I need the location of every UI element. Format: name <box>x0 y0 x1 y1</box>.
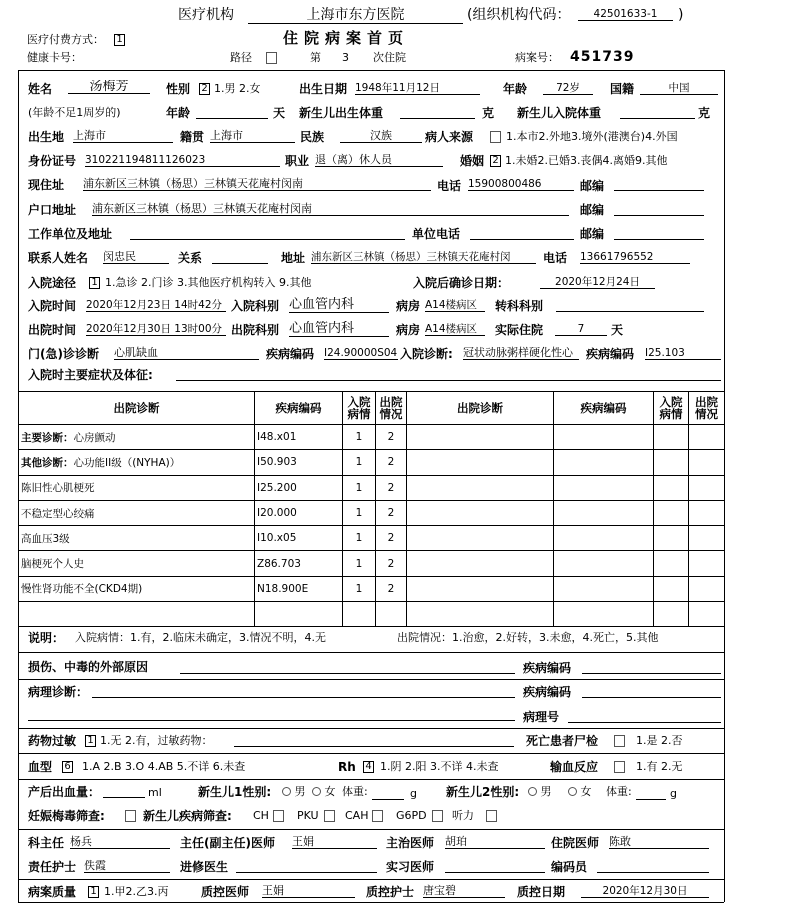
address: 浦东新区三林镇（杨思）三林镇天花庵村闵南 <box>83 177 431 191</box>
contact-addr-label: 地址 <box>281 251 306 265</box>
screen-ch-checkbox[interactable] <box>273 810 284 822</box>
weight-label-2: 体重: <box>606 785 632 798</box>
dx-name: 心房颤动 <box>73 431 116 444</box>
transfer-field <box>556 298 704 312</box>
zip-field-3 <box>614 226 704 240</box>
work-phone-label: 单位电话 <box>412 227 461 241</box>
note-in: 入院病情：1.有，2.临床未确定，3.情况不明，4.无 <box>75 631 326 644</box>
org-label: 医疗机构 <box>178 7 234 23</box>
divider <box>18 829 724 830</box>
org-code-label: (组织机构代码： <box>467 7 571 23</box>
header-in-status: 入院病情 <box>343 392 376 425</box>
screen-g6pd: G6PD <box>396 809 427 822</box>
header-out-status: 出院情况 <box>376 392 407 425</box>
qc-date: 2020年12月30日 <box>581 884 709 898</box>
stay-prefix: 第 <box>310 51 321 64</box>
relation-field <box>212 250 268 264</box>
dx-code: I10.x05 <box>255 526 343 551</box>
autopsy-options: 1.是 2.否 <box>636 734 683 747</box>
diagnosis-table <box>18 391 725 627</box>
symptom-label: 入院时主要症状及体征: <box>28 368 153 382</box>
zip-field <box>614 177 704 191</box>
divider <box>18 879 724 880</box>
dx-in: 1 <box>343 425 376 450</box>
path-dx-field <box>92 684 515 698</box>
dx-out: 2 <box>376 425 407 450</box>
out-time: 2020年12月30日 13时00分 <box>86 322 226 336</box>
path-no-field <box>568 709 721 723</box>
source-checkbox[interactable] <box>490 131 501 143</box>
table-row <box>19 602 725 627</box>
phone-label: 电话 <box>437 179 462 193</box>
dx-out: 2 <box>376 475 407 500</box>
syphilis-label: 妊娠梅毒筛查: <box>28 809 105 823</box>
name-label: 姓名 <box>28 82 53 96</box>
qc-nurse-label: 质控护士 <box>366 885 415 899</box>
qc-doc-label: 质控医师 <box>201 885 250 899</box>
header-code-2: 疾病编码 <box>554 392 654 425</box>
qc-date-label: 质控日期 <box>517 885 566 899</box>
code-label-1: 疾病编码 <box>523 661 572 675</box>
ward-label-2: 病房 <box>396 323 421 337</box>
path-dx-field-2 <box>28 707 515 721</box>
header-in-status-2: 入院病情 <box>654 392 689 425</box>
infant-age-label: 年龄 <box>166 106 191 120</box>
zip-field-2 <box>614 202 704 216</box>
baby2-female-label: 女 <box>580 785 592 798</box>
path-checkbox[interactable] <box>266 52 277 64</box>
allergy-options: 1.无 2.有，过敏药物： <box>100 734 213 747</box>
attending: 胡珀 <box>445 835 545 849</box>
source-label: 病人来源 <box>425 130 474 144</box>
age: 72岁 <box>543 81 593 95</box>
dob: 1948年11月12日 <box>355 81 480 95</box>
patient-name: 汤梅芳 <box>68 80 150 94</box>
health-card-label: 健康卡号： <box>27 51 82 64</box>
bleed-label: 产后出血量： <box>28 785 101 799</box>
baby1-weight-field <box>372 786 404 800</box>
divider <box>18 779 724 780</box>
sex-options: 1.男 2.女 <box>214 82 261 95</box>
path-dx-label: 病理诊断： <box>28 685 89 699</box>
baby1-male-label: 男 <box>294 785 306 798</box>
in-dx: 冠状动脉粥样硬化性心 <box>463 346 579 360</box>
contact-phone-label: 电话 <box>543 251 568 265</box>
confirm-date: 2020年12月24日 <box>540 275 655 289</box>
baby1-male-radio[interactable] <box>282 785 306 799</box>
baby2-male-radio[interactable] <box>528 785 552 799</box>
transfer-label: 转科科别 <box>495 299 544 313</box>
ml-unit: ml <box>148 786 162 799</box>
in-dept: 心血管内科 <box>289 297 389 313</box>
marriage-value-box: 2 <box>490 155 501 167</box>
header-out-dx: 出院诊断 <box>19 392 255 425</box>
director: 杨兵 <box>70 835 170 849</box>
weight-label: 体重: <box>342 785 368 798</box>
dx-name: 脑梗死个人史 <box>19 551 255 576</box>
diagnosis-header-row <box>19 392 725 425</box>
dx-name: 不稳定型心绞痛 <box>19 500 255 525</box>
hukou-label: 户口地址 <box>28 203 77 217</box>
day-label: 天 <box>273 106 286 120</box>
table-row <box>19 576 725 601</box>
allergy-drug-field <box>234 733 514 747</box>
infant-age-field <box>196 105 268 119</box>
days-unit: 天 <box>611 323 624 337</box>
divider <box>18 679 724 680</box>
screen-hearing: 听力 <box>452 809 474 822</box>
blood-options: 1.A 2.B 3.O 4.AB 5.不详 6.未查 <box>82 760 246 773</box>
divider <box>18 753 724 754</box>
dob-label: 出生日期 <box>299 82 348 96</box>
resident: 陈敢 <box>609 835 709 849</box>
screen-g6pd-checkbox[interactable] <box>432 810 443 822</box>
table-row <box>19 450 725 475</box>
work-label: 工作单位及地址 <box>28 227 113 241</box>
newborn-admit-weight-label: 新生儿入院体重 <box>517 106 602 120</box>
table-row <box>19 475 725 500</box>
dx-code <box>255 602 343 627</box>
stay-suffix: 次住院 <box>373 51 406 64</box>
path-no-label: 病理号 <box>523 710 560 724</box>
rh-value-box: 4 <box>363 761 374 773</box>
dx-out: 2 <box>376 500 407 525</box>
zip-label-2: 邮编 <box>580 203 605 217</box>
dx-in: 1 <box>343 475 376 500</box>
transfusion-checkbox[interactable] <box>614 761 625 773</box>
er-dx-label: 门(急)诊诊断 <box>28 347 99 361</box>
g-unit: g <box>410 787 417 800</box>
job: 退（离）休人员 <box>315 153 443 167</box>
hospital-name: 上海市东方医院 <box>248 6 463 24</box>
out-dept: 心血管内科 <box>289 321 389 337</box>
in-time: 2020年12月23日 14时42分 <box>86 298 226 312</box>
qc-nurse: 唐宝碧 <box>423 884 505 898</box>
source-options: 1.本市2.外地3.境外(港澳台)4.外国 <box>506 130 678 143</box>
injury-label: 损伤、中毒的外部原因 <box>28 660 149 674</box>
dx-name <box>19 602 255 627</box>
page-title: 住院病案首页 <box>283 29 410 47</box>
in-time-label: 入院时间 <box>28 299 77 313</box>
gram-label-2: 克 <box>698 106 711 120</box>
dx-row-label: 主要诊断： <box>21 431 74 444</box>
infant-note: (年龄不足1周岁的) <box>28 106 121 119</box>
bleed-field <box>103 784 145 798</box>
nation: 中国 <box>640 81 718 95</box>
newborn-weight-field <box>400 105 475 119</box>
dx-out: 2 <box>376 526 407 551</box>
note-label: 说明： <box>28 631 65 645</box>
out-time-label: 出院时间 <box>28 323 77 337</box>
baby2-male-label: 男 <box>540 785 552 798</box>
quality-value-box: 1 <box>88 886 99 898</box>
out-dept-label: 出院科别 <box>231 323 280 337</box>
ward-label: 病房 <box>396 299 421 313</box>
screen-cah-checkbox[interactable] <box>372 810 383 822</box>
er-code-label: 疾病编码 <box>266 347 315 361</box>
screen-hearing-checkbox[interactable] <box>486 810 497 822</box>
frame-top <box>18 70 724 71</box>
dx-in <box>343 602 376 627</box>
route-label: 入院途径 <box>28 276 77 290</box>
baby2-label: 新生儿2性别: <box>446 785 520 799</box>
screen-cah: CAH <box>345 809 369 822</box>
dx-code: I20.000 <box>255 500 343 525</box>
intern-field <box>445 859 545 873</box>
stay-count: 3 <box>342 51 349 64</box>
er-code: I24.90000S04 <box>324 347 398 359</box>
path-code-field <box>582 684 721 698</box>
nurse-label: 责任护士 <box>28 860 77 874</box>
newborn-weight-label: 新生儿出生体重 <box>299 106 384 120</box>
zip-label: 邮编 <box>580 179 605 193</box>
pay-value-box: 1 <box>114 34 125 46</box>
dx-in: 1 <box>343 500 376 525</box>
table-row <box>19 526 725 551</box>
age-label: 年龄 <box>503 82 528 96</box>
injury-code-field <box>582 660 721 674</box>
path-label: 路径 <box>230 51 252 64</box>
contact-name: 闵忠民 <box>103 250 169 264</box>
g-unit-2: g <box>670 787 677 800</box>
in-dept-label: 入院科别 <box>231 299 280 313</box>
blood-value-box: 6 <box>62 761 73 773</box>
header-code: 疾病编码 <box>255 392 343 425</box>
gram-label: 克 <box>482 106 495 120</box>
org-code-close: ) <box>678 7 684 23</box>
route-options: 1.急诊 2.门诊 3.其他医疗机构转入 9.其他 <box>105 276 312 289</box>
dx-name: 心功能II级（(NYHA)） <box>73 456 181 469</box>
work-phone-field <box>470 226 574 240</box>
allergy-value-box: 1 <box>85 735 96 747</box>
resident-label: 住院医师 <box>551 836 600 850</box>
table-row <box>19 551 725 576</box>
relation-label: 关系 <box>178 251 203 265</box>
quality-label: 病案质量 <box>28 885 77 899</box>
phone: 15900800486 <box>468 177 574 191</box>
dx-out: 2 <box>376 576 407 601</box>
dx-in: 1 <box>343 526 376 551</box>
contact-label: 联系人姓名 <box>28 251 89 265</box>
ethnic: 汉族 <box>340 129 422 143</box>
autopsy-label: 死亡患者尸检 <box>526 734 599 748</box>
in-code-label: 疾病编码 <box>586 347 635 361</box>
confirm-label: 入院后确诊日期： <box>413 276 510 290</box>
nurse: 佚霞 <box>84 859 170 873</box>
in-code: I25.103 <box>645 346 721 360</box>
id-label: 身份证号 <box>28 154 77 168</box>
dx-name: 慢性肾功能不全(CKD4期) <box>19 576 255 601</box>
frame-bottom <box>18 902 724 903</box>
transfusion-label: 输血反应 <box>550 760 599 774</box>
coder-field <box>597 859 709 873</box>
screen-label: 新生儿疾病筛查: <box>143 809 232 823</box>
contact-phone: 13661796552 <box>580 250 690 264</box>
pay-label: 医疗付费方式： <box>27 33 104 46</box>
sex-value-box: 2 <box>199 83 210 95</box>
native: 上海市 <box>210 129 295 143</box>
days: 7 <box>555 322 607 336</box>
dx-code: I48.x01 <box>255 425 343 450</box>
screen-ch: CH <box>253 809 269 822</box>
case-no: 451739 <box>570 49 635 65</box>
chief-label: 主任(副主任)医师 <box>180 836 275 850</box>
header-out-status-2: 出院情况 <box>689 392 725 425</box>
quality-options: 1.甲2.乙3.丙 <box>104 885 169 898</box>
birthplace-label: 出生地 <box>28 130 65 144</box>
table-row <box>19 500 725 525</box>
trainee-field <box>236 859 377 873</box>
dx-code: I50.903 <box>255 450 343 475</box>
autopsy-checkbox[interactable] <box>614 735 625 747</box>
work-field <box>130 226 405 240</box>
zip-label-3: 邮编 <box>580 227 605 241</box>
baby2-female-radio[interactable] <box>568 785 592 799</box>
allergy-label: 药物过敏 <box>28 734 77 748</box>
marriage-options: 1.未婚2.已婚3.丧偶4.离婚9.其他 <box>505 154 668 167</box>
dx-code: Z86.703 <box>255 551 343 576</box>
injury-field <box>180 660 515 674</box>
table-row <box>19 425 725 450</box>
in-ward: A14楼病区 <box>425 298 485 312</box>
coder-label: 编码员 <box>551 860 588 874</box>
baby1-label: 新生儿1性别: <box>198 785 272 799</box>
attending-label: 主治医师 <box>386 836 435 850</box>
dx-code: I25.200 <box>255 475 343 500</box>
dx-out <box>376 602 407 627</box>
trainee-label: 进修医生 <box>180 860 229 874</box>
blood-label: 血型 <box>28 760 53 774</box>
transfusion-options: 1.有 2.无 <box>636 760 683 773</box>
divider <box>18 652 724 653</box>
out-ward: A14楼病区 <box>425 322 485 336</box>
dx-out: 2 <box>376 551 407 576</box>
dx-row-label: 其他诊断： <box>21 456 74 469</box>
marriage-label: 婚姻 <box>460 154 485 168</box>
native-label: 籍贯 <box>180 130 205 144</box>
dx-in: 1 <box>343 551 376 576</box>
contact-address: 浦东新区三林镇（杨思）三林镇天花庵村闵 <box>311 250 536 264</box>
chief: 王娟 <box>292 835 377 849</box>
hukou: 浦东新区三林镇（杨思）三林镇天花庵村闵南 <box>92 202 569 216</box>
note-out: 出院情况：1.治愈，2.好转，3.未愈，4.死亡，5.其他 <box>397 631 659 644</box>
baby1-female-radio[interactable] <box>312 785 336 799</box>
symptom-field <box>176 367 721 381</box>
ethnic-label: 民族 <box>300 130 325 144</box>
newborn-admit-weight-field <box>620 105 695 119</box>
intern-label: 实习医师 <box>386 860 435 874</box>
header-out-dx-2: 出院诊断 <box>407 392 554 425</box>
dx-code: N18.900E <box>255 576 343 601</box>
screen-pku-checkbox[interactable] <box>324 810 335 822</box>
job-label: 职业 <box>285 154 310 168</box>
er-dx: 心肌缺血 <box>114 346 259 360</box>
nation-label: 国籍 <box>610 82 635 96</box>
address-label: 现住址 <box>28 178 65 192</box>
sex-label: 性别 <box>166 82 191 96</box>
baby1-female-label: 女 <box>324 785 336 798</box>
divider <box>18 728 724 729</box>
qc-doc: 王娟 <box>262 884 355 898</box>
code-label-2: 疾病编码 <box>523 685 572 699</box>
route-value-box: 1 <box>89 277 100 289</box>
days-label: 实际住院 <box>495 323 544 337</box>
director-label: 科主任 <box>28 836 65 850</box>
screen-pku: PKU <box>297 809 319 822</box>
rh-label: Rh <box>338 760 356 774</box>
dx-out: 2 <box>376 450 407 475</box>
baby2-weight-field <box>636 786 666 800</box>
dx-name: 陈旧性心肌梗死 <box>19 475 255 500</box>
id-number: 310221194811126023 <box>85 153 280 167</box>
dx-name: 高血压3级 <box>19 526 255 551</box>
dx-in: 1 <box>343 450 376 475</box>
case-no-label: 病案号： <box>515 51 559 64</box>
org-code: 42501633-1 <box>578 7 673 21</box>
syphilis-checkbox[interactable] <box>125 810 136 822</box>
dx-in: 1 <box>343 576 376 601</box>
birthplace: 上海市 <box>73 129 173 143</box>
in-dx-label: 入院诊断: <box>400 347 453 361</box>
rh-options: 1.阴 2.阳 3.不详 4.未查 <box>380 760 499 773</box>
